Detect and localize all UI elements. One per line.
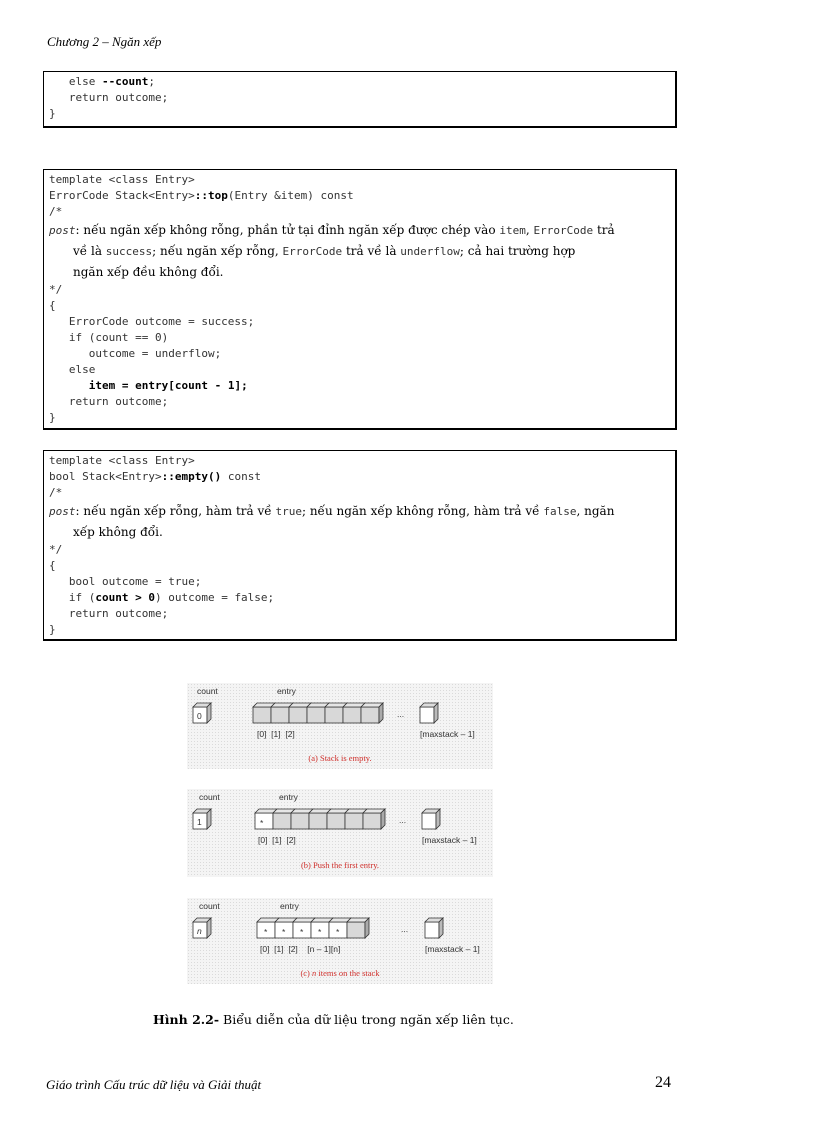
- panel-caption: (b) Push the first entry.: [300, 860, 380, 870]
- figure-panel-empty: [187, 683, 493, 769]
- last-index-label: [maxstack – 1]: [422, 835, 477, 845]
- count-value: 1: [197, 817, 202, 827]
- array-cell: [307, 707, 325, 723]
- code-line: */: [49, 543, 63, 556]
- entry-star: *: [300, 927, 304, 937]
- array-cell: [273, 813, 291, 829]
- code-line: return outcome;: [49, 395, 169, 408]
- array-cell: [291, 813, 309, 829]
- panel-caption: (a) Stack is empty.: [308, 753, 372, 763]
- figure-panel-push: [187, 789, 493, 877]
- array-cell: [343, 707, 361, 723]
- count-value: 0: [197, 711, 202, 721]
- postcondition-text: về là success; nếu ngăn xếp rỗng, ErrorCode trả về là underflow; cả hai trường hợp: [73, 244, 576, 258]
- panel-caption: (c) n items on the stack: [300, 968, 380, 978]
- array-cell: [289, 707, 307, 723]
- code-line: }: [49, 411, 56, 424]
- index-labels: [0] [1] [2]: [257, 729, 295, 739]
- count-label: count: [199, 792, 220, 802]
- array-cell-side: [381, 809, 385, 829]
- count-value: n: [197, 926, 202, 936]
- figure-panel-n-items: [187, 898, 493, 984]
- index-labels: [0] [1] [2]: [258, 835, 296, 845]
- code-box-empty: [43, 450, 677, 641]
- array-cell: [347, 922, 365, 938]
- code-line: item = entry[count - 1];: [88, 379, 248, 392]
- code-line: bool Stack<Entry>::empty() const: [49, 470, 261, 483]
- entry-star: *: [318, 927, 322, 937]
- running-footer: Giáo trình Cấu trúc dữ liệu và Giải thuật: [46, 1077, 262, 1092]
- array-cell: [271, 707, 289, 723]
- ellipsis: ...: [399, 815, 407, 825]
- index-labels: [0] [1] [2] [n – 1][n]: [260, 944, 341, 954]
- last-index-label: [maxstack – 1]: [425, 944, 480, 954]
- code-line: ErrorCode outcome = success;: [49, 315, 255, 328]
- entry-label: entry: [279, 792, 298, 802]
- code-box-pop-end: [43, 71, 677, 128]
- figure-caption: Hình 2.2- Biểu diễn của dữ liệu trong ngăn xếp liên tục.: [153, 1012, 514, 1027]
- ellipsis: ...: [397, 709, 405, 719]
- running-header: Chương 2 – Ngăn xếp: [47, 34, 162, 49]
- postcondition-text: xếp không đổi.: [73, 525, 163, 539]
- entry-star: *: [282, 927, 286, 937]
- postcondition-text: post: nếu ngăn xếp không rỗng, phần tử tại đỉnh ngăn xếp được chép vào item, ErrorCode trả: [49, 223, 615, 237]
- count-label: count: [199, 901, 220, 911]
- ellipsis: ...: [401, 924, 409, 934]
- array-cell: [309, 813, 327, 829]
- code-line: template <class Entry>: [49, 454, 195, 467]
- entry-star: *: [264, 927, 268, 937]
- array-cell: [363, 813, 381, 829]
- code-line: if (count == 0): [49, 331, 169, 344]
- array-cell: [255, 813, 273, 829]
- code-line: outcome = underflow;: [49, 347, 222, 360]
- code-line: else: [49, 363, 96, 376]
- entry-label: entry: [280, 901, 299, 911]
- code-line: /*: [49, 486, 63, 499]
- code-line: {: [49, 299, 56, 312]
- count-label: count: [197, 686, 218, 696]
- code-line: return outcome;: [49, 607, 169, 620]
- code-line: template <class Entry>: [49, 173, 195, 186]
- array-cell-side: [365, 918, 369, 938]
- array-cell: [345, 813, 363, 829]
- code-line: if (count > 0) outcome = false;: [49, 591, 275, 604]
- code-line: */: [49, 283, 63, 296]
- code-line: else --count;: [49, 75, 155, 88]
- code-line: /*: [49, 205, 63, 218]
- array-cell: [253, 707, 271, 723]
- code-line: return outcome;: [49, 91, 169, 104]
- entry-star: *: [260, 818, 264, 828]
- last-index-label: [maxstack – 1]: [420, 729, 475, 739]
- code-line: bool outcome = true;: [49, 575, 202, 588]
- code-line: {: [49, 559, 56, 572]
- entry-star: *: [336, 927, 340, 937]
- code-line: }: [49, 623, 56, 636]
- page-number: 24: [655, 1074, 671, 1091]
- code-line: }: [49, 107, 56, 120]
- postcondition-text: post: nếu ngăn xếp rỗng, hàm trả về true; nếu ngăn xếp không rỗng, hàm trả về false, ngăn: [49, 504, 615, 518]
- code-box-top: [43, 169, 677, 430]
- code-line: ErrorCode Stack<Entry>::top(Entry &item) const: [49, 189, 354, 202]
- array-cell: [327, 813, 345, 829]
- entry-label: entry: [277, 686, 296, 696]
- array-cell: [361, 707, 379, 723]
- array-cell-side: [379, 703, 383, 723]
- postcondition-text: ngăn xếp đều không đổi.: [73, 265, 224, 279]
- array-cell: [325, 707, 343, 723]
